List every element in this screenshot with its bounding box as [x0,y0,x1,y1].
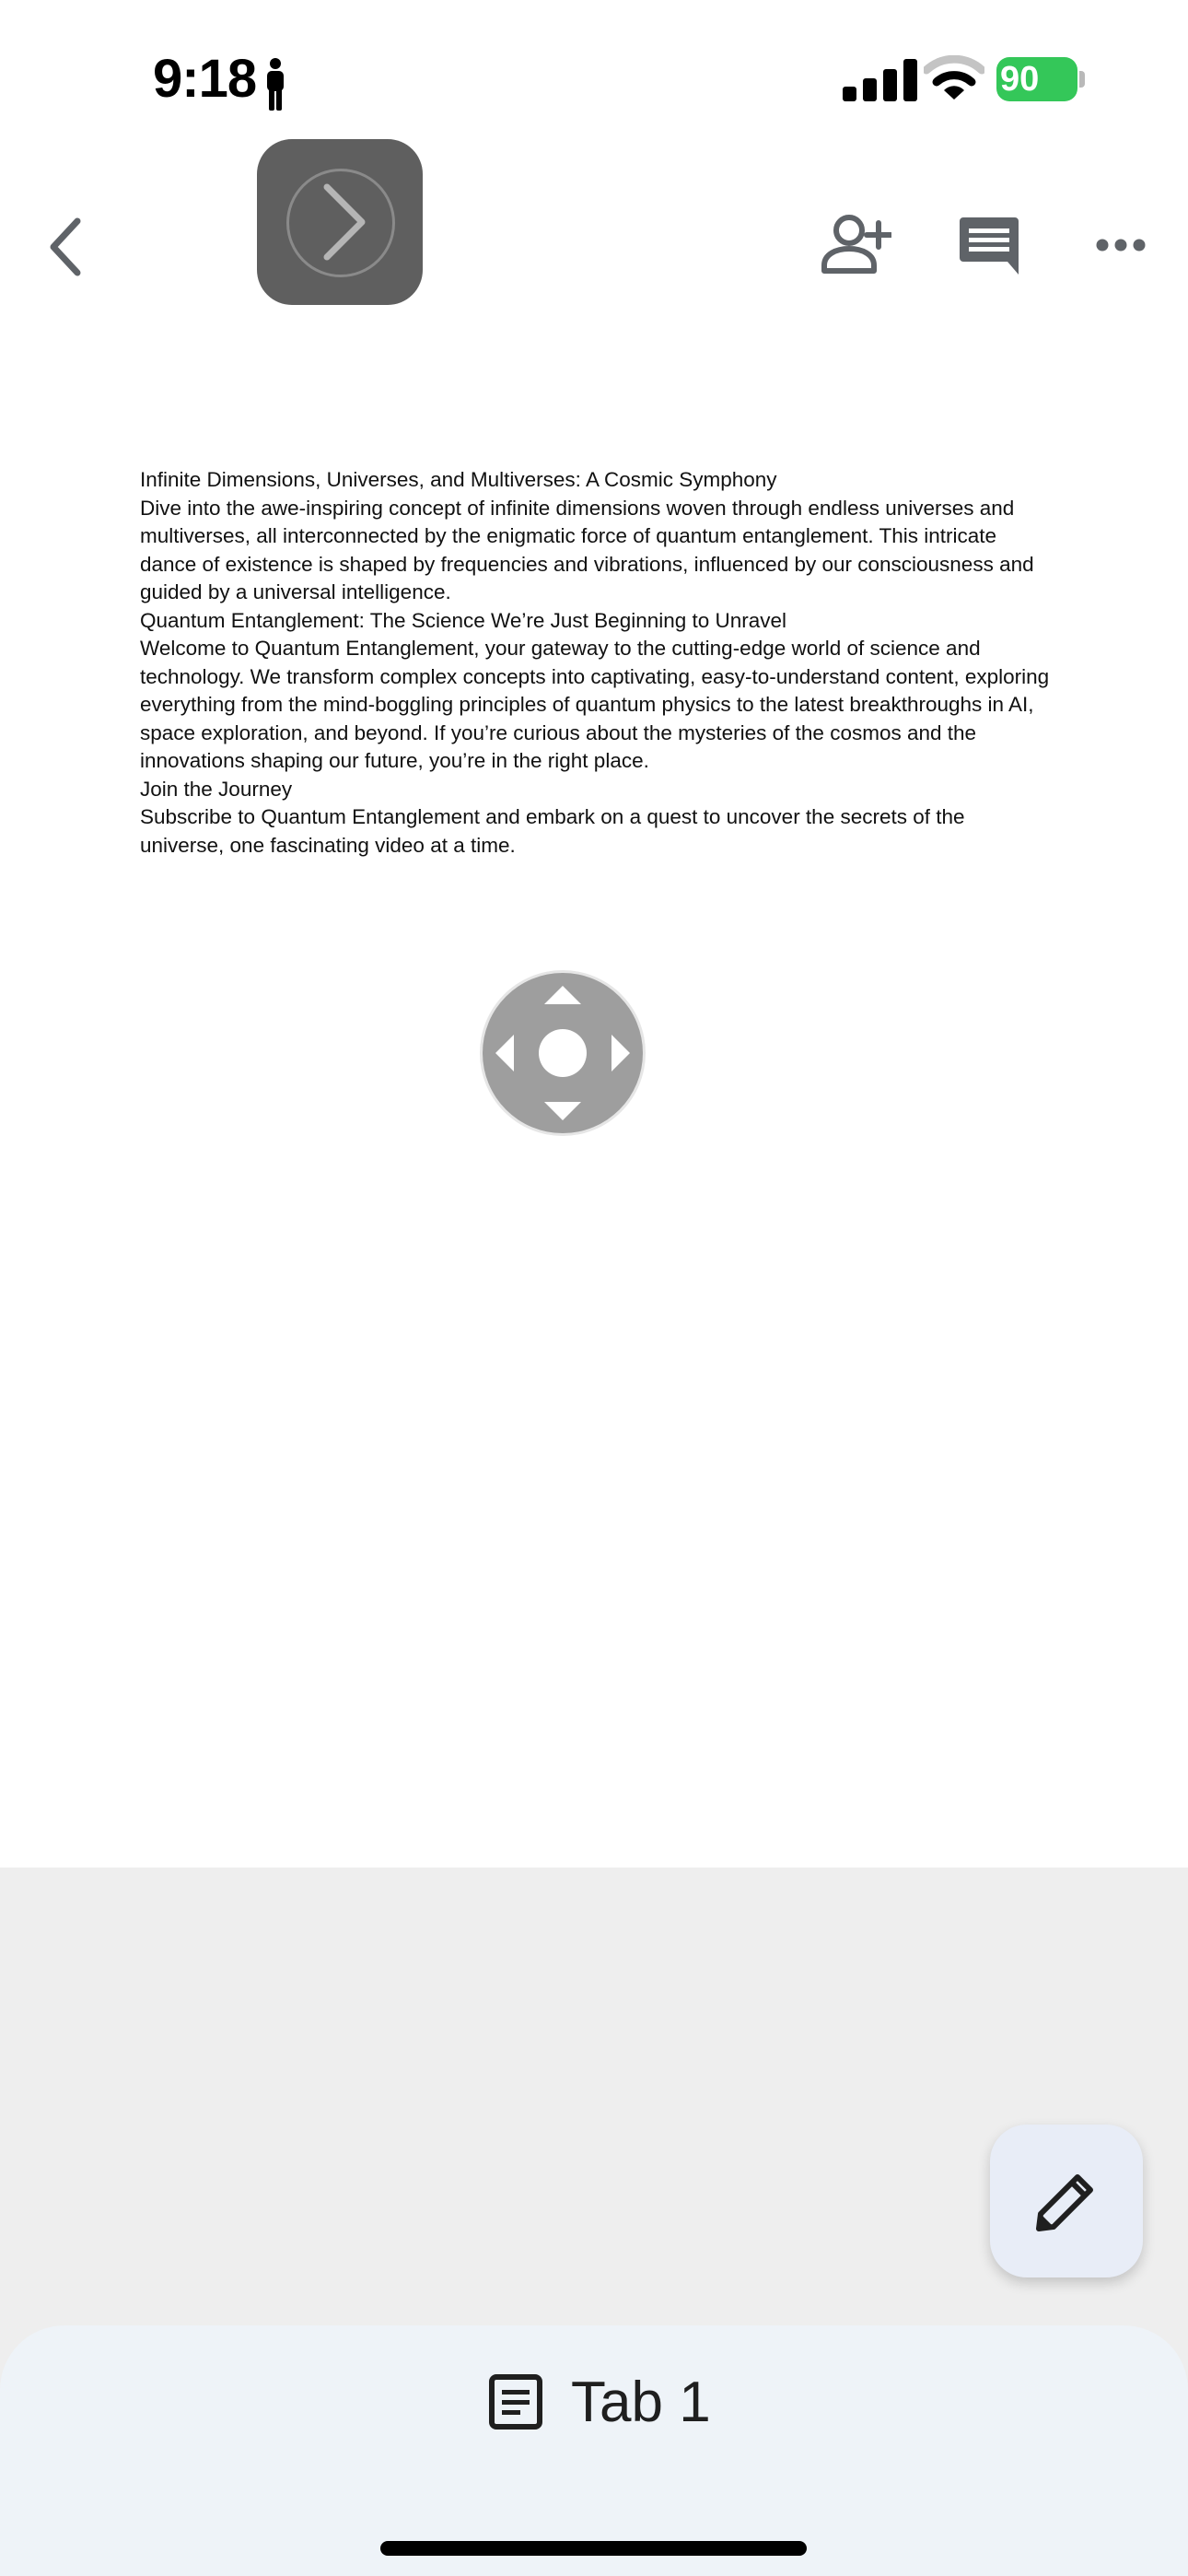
doc-paragraph-2: Welcome to Quantum Entanglement, your gateway to the cutting-edge world of science and technology. We transform complex concepts into captivating, easy-to-understand content, exploring everything from the mind-boggling principles of quantum physics to the latest breakthroughs in AI, space exploration, and beyond. If you’re curious about the mysteries of the cosmos and the innovations shaping our future, you’re in the right place. [140,637,1050,772]
document-lines-icon [488,2373,543,2430]
status-time: 9:18 [153,49,257,109]
document-body[interactable] [140,466,1052,860]
more-horizontal-icon[interactable] [1096,232,1146,258]
person-standing-icon [263,57,287,111]
doc-paragraph-3: Subscribe to Quantum Entanglement and embark on a quest to uncover the secrets of the universe, one fascinating video at a time. [140,805,965,857]
bottom-sheet [0,2325,1188,2576]
battery-charging-icon [996,57,1085,101]
tab-selector[interactable] [488,2370,711,2434]
comment-icon[interactable] [958,214,1020,276]
battery-level: 90 [996,57,1077,101]
doc-heading-2: Quantum Entanglement: The Science We’re Just Beginning to Unravel [140,608,787,632]
next-overlay-button[interactable] [257,139,423,305]
chevron-right-icon [257,139,423,305]
pencil-icon [1031,2166,1101,2236]
person-add-icon[interactable] [821,214,891,275]
doc-paragraph-1: Dive into the awe-inspiring concept of infinite dimensions woven through endless universes and multiverses, all interconnected by the enigmatic force of quantum entanglement. This intricate dance of existence is shaped by frequencies and vibrations, influenced by our consciousness and guided by a universal intelligence. [140,496,1034,603]
edit-fab-button[interactable] [990,2125,1143,2277]
directional-pad-icon[interactable] [483,973,643,1133]
doc-heading-1: Infinite Dimensions, Universes, and Multiverses: A Cosmic Symphony [140,468,777,491]
back-chevron-icon[interactable] [37,210,96,284]
wifi-icon [924,55,984,101]
tab-label: Tab 1 [571,2370,711,2434]
home-indicator[interactable] [380,2541,807,2556]
cellular-signal-icon [843,59,920,101]
doc-heading-3: Join the Journey [140,777,293,801]
